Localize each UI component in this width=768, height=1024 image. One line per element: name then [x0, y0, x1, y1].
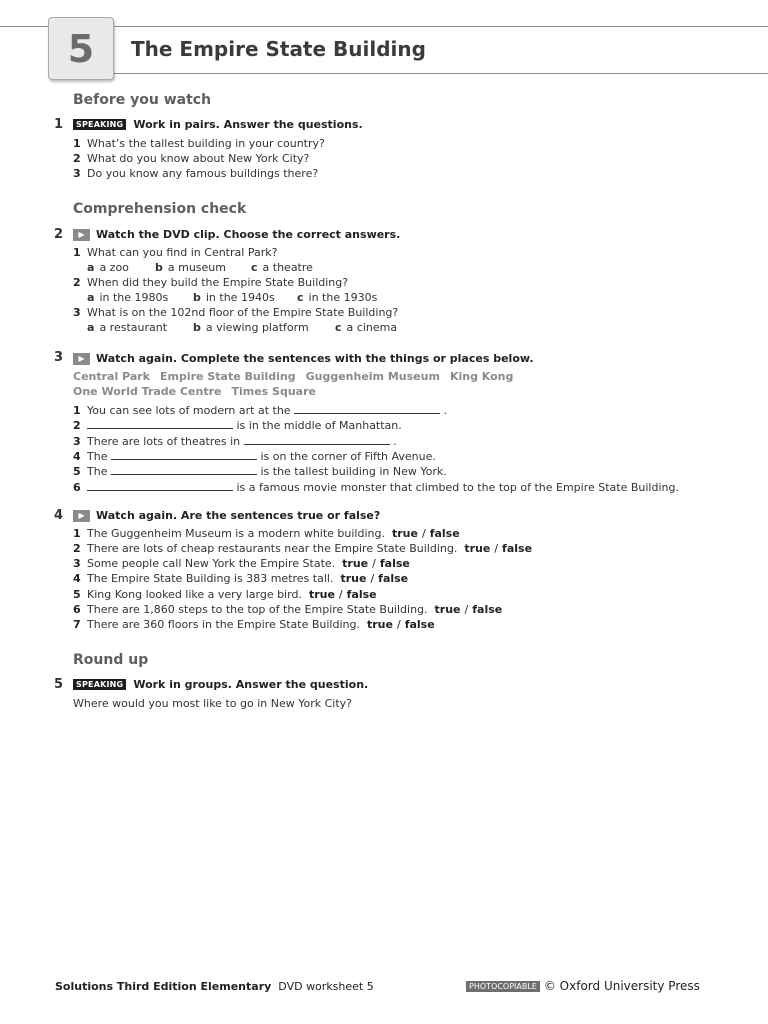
unit-number: 5	[67, 26, 95, 71]
page-title: The Empire State Building	[131, 37, 426, 61]
separator: /	[464, 603, 469, 616]
section-round-up: Round up	[73, 652, 149, 668]
sentence-end: .	[393, 435, 397, 448]
speaking-badge: SPEAKING	[73, 679, 126, 690]
sentence-end: .	[443, 404, 448, 417]
item-number: 1	[73, 246, 81, 259]
exercise-4-number: 4	[54, 508, 64, 523]
separator: /	[372, 557, 376, 570]
item-number: 2	[73, 419, 81, 432]
exercise-2-instruction	[73, 228, 400, 241]
section-before-you-watch: Before you watch	[73, 92, 212, 108]
word-option: Central Park	[73, 370, 150, 383]
separator: /	[494, 542, 499, 555]
answer-options	[73, 321, 397, 334]
gap-fill-item	[73, 434, 397, 448]
item-number: 6	[73, 481, 81, 494]
unit-number-box	[48, 17, 114, 80]
item-number: 4	[73, 450, 81, 463]
option-text: a restaurant	[99, 321, 168, 334]
separator: /	[396, 618, 401, 631]
question-text: What is on the 102nd floor of the Empire State Building?	[87, 306, 399, 319]
item-number: 3	[73, 435, 81, 448]
false-option[interactable]: false	[379, 557, 410, 570]
option-letter: b	[155, 261, 163, 274]
false-option[interactable]: false	[429, 527, 460, 540]
book-title: Solutions Third Edition Elementary	[55, 980, 272, 993]
statement-text: There are 360 floors in the Empire State Building.	[87, 618, 360, 631]
exercise-1-instruction	[73, 118, 363, 131]
true-false-choice	[464, 542, 532, 555]
item-number: 3	[73, 306, 81, 319]
item-number: 6	[73, 603, 81, 616]
true-false-item	[73, 527, 460, 540]
answer-option[interactable]	[73, 261, 141, 274]
instruction-text: Watch the DVD clip. Choose the correct answers.	[96, 228, 401, 241]
statement-text: The Empire State Building is 383 metres tall.	[87, 572, 334, 585]
answer-blank[interactable]	[87, 480, 233, 491]
statement-text: There are lots of cheap restaurants near the Empire State Building.	[87, 542, 458, 555]
exercise-4-instruction	[73, 509, 380, 522]
sentence-start: There are lots of theatres in	[87, 435, 241, 448]
item-number: 7	[73, 618, 81, 631]
exercise-5-question: Where would you most like to go in New York City?	[73, 697, 352, 710]
exercise-3-number: 3	[54, 350, 64, 365]
true-false-item	[73, 603, 502, 616]
option-text: a viewing platform	[205, 321, 309, 334]
item-number: 3	[73, 167, 81, 180]
word-option: King Kong	[449, 370, 514, 383]
option-text: in the 1980s	[99, 291, 169, 304]
answer-blank[interactable]	[294, 403, 440, 414]
exercise-1-number: 1	[54, 117, 64, 132]
section-comprehension-check: Comprehension check	[73, 201, 247, 217]
exercise-3-instruction	[73, 352, 534, 365]
photocopiable-badge: PHOTOCOPIABLE	[466, 981, 540, 992]
true-option[interactable]: true	[464, 542, 491, 555]
exercise-2-number: 2	[54, 227, 64, 242]
answer-blank[interactable]	[87, 418, 233, 429]
play-icon: ▶	[73, 353, 90, 365]
answer-option[interactable]	[141, 261, 237, 274]
statement-text: Some people call New York the Empire State.	[87, 557, 336, 570]
speaking-badge: SPEAKING	[73, 119, 126, 130]
word-box-row-2	[73, 385, 326, 398]
true-option[interactable]: true	[342, 557, 369, 570]
question-item	[73, 276, 348, 289]
question-item	[73, 246, 277, 259]
separator: /	[338, 588, 343, 601]
answer-option[interactable]	[73, 321, 179, 334]
option-letter: a	[87, 261, 95, 274]
answer-option[interactable]	[283, 291, 377, 304]
footer-copyright	[466, 979, 700, 993]
item-text: What’s the tallest building in your country?	[87, 137, 325, 150]
footer-book-info	[55, 980, 374, 993]
gap-fill-item	[73, 418, 402, 432]
word-box-row-1	[73, 370, 523, 383]
true-false-choice	[342, 557, 410, 570]
option-letter: c	[251, 261, 258, 274]
item-number: 1	[73, 527, 81, 540]
play-icon: ▶	[73, 229, 90, 241]
statement-text: The Guggenheim Museum is a modern white building.	[87, 527, 385, 540]
item-number: 4	[73, 572, 81, 585]
statement-text: King Kong looked like a very large bird.	[87, 588, 302, 601]
option-letter: a	[87, 321, 95, 334]
exercise-5-number: 5	[54, 677, 64, 692]
answer-option[interactable]	[179, 291, 283, 304]
gap-fill-item	[73, 403, 447, 417]
instruction-text: Work in pairs. Answer the questions.	[133, 118, 363, 131]
word-option: Empire State Building	[160, 370, 296, 383]
true-option[interactable]: true	[434, 603, 461, 616]
answer-options	[73, 291, 377, 304]
gap-fill-item	[73, 480, 679, 494]
copyright-text: © Oxford University Press	[543, 979, 700, 993]
word-option: Times Square	[231, 385, 316, 398]
option-text: a theatre	[262, 261, 313, 274]
item-number: 5	[73, 465, 81, 478]
option-text: a zoo	[99, 261, 129, 274]
option-letter: a	[87, 291, 95, 304]
item-number: 3	[73, 557, 81, 570]
instruction-text: Watch again. Are the sentences true or false?	[96, 509, 381, 522]
true-false-item	[73, 542, 532, 555]
option-letter: c	[335, 321, 342, 334]
question-text: When did they build the Empire State Building?	[87, 276, 349, 289]
option-letter: c	[297, 291, 304, 304]
true-option[interactable]: true	[366, 618, 393, 631]
true-option[interactable]: true	[340, 572, 367, 585]
word-option: Guggenheim Museum	[305, 370, 440, 383]
option-text: in the 1940s	[205, 291, 275, 304]
separator: /	[421, 527, 426, 540]
answer-blank[interactable]	[111, 449, 257, 460]
answer-option[interactable]	[321, 321, 397, 334]
true-option[interactable]: true	[308, 588, 335, 601]
true-false-item	[73, 557, 410, 570]
false-option[interactable]: false	[346, 588, 377, 601]
item-text: Do you know any famous buildings there?	[87, 167, 319, 180]
instruction-text: Watch again. Complete the sentences with the things or places below.	[96, 352, 534, 365]
answer-blank[interactable]	[244, 434, 390, 445]
answer-blank[interactable]	[111, 464, 257, 475]
true-option[interactable]: true	[391, 527, 418, 540]
header-rule-bottom	[114, 73, 768, 74]
item-text: What do you know about New York City?	[87, 152, 310, 165]
question-item	[73, 306, 398, 319]
true-false-choice	[392, 527, 460, 540]
item-number: 2	[73, 276, 81, 289]
true-false-choice	[435, 603, 503, 616]
worksheet-label: DVD worksheet 5	[278, 980, 374, 993]
true-false-item	[73, 588, 377, 601]
separator: /	[370, 572, 375, 585]
list-item	[73, 137, 325, 150]
word-option: One World Trade Centre	[73, 385, 222, 398]
question-text: What can you find in Central Park?	[87, 246, 278, 259]
option-text: a museum	[167, 261, 226, 274]
answer-options	[73, 261, 313, 274]
sentence-end: is on the corner of Fifth Avenue.	[260, 450, 436, 463]
true-false-choice	[367, 618, 435, 631]
gap-fill-item	[73, 464, 447, 478]
item-number: 1	[73, 137, 81, 150]
item-number: 2	[73, 542, 81, 555]
list-item	[73, 152, 309, 165]
option-text: in the 1930s	[308, 291, 378, 304]
header-rule-top	[0, 26, 768, 27]
true-false-item	[73, 572, 408, 585]
sentence-end: is the tallest building in New York.	[260, 465, 447, 478]
true-false-choice	[340, 572, 408, 585]
item-number: 1	[73, 404, 81, 417]
false-option[interactable]: false	[404, 618, 435, 631]
sentence-end: is a famous movie monster that climbed to the top of the Empire State Building.	[236, 481, 679, 494]
statement-text: There are 1,860 steps to the top of the Empire State Building.	[87, 603, 428, 616]
option-letter: b	[193, 291, 201, 304]
play-icon: ▶	[73, 510, 90, 522]
answer-option[interactable]	[179, 321, 321, 334]
sentence-start: You can see lots of modern art at the	[87, 404, 291, 417]
sentence-start: The	[87, 450, 108, 463]
true-false-item	[73, 618, 435, 631]
false-option[interactable]: false	[472, 603, 503, 616]
option-text: a cinema	[346, 321, 398, 334]
answer-option[interactable]	[237, 261, 313, 274]
false-option[interactable]: false	[378, 572, 409, 585]
false-option[interactable]: false	[502, 542, 533, 555]
list-item	[73, 167, 318, 180]
item-number: 2	[73, 152, 81, 165]
gap-fill-item	[73, 449, 436, 463]
answer-option[interactable]	[73, 291, 179, 304]
instruction-text: Work in groups. Answer the question.	[133, 678, 369, 691]
option-letter: b	[193, 321, 201, 334]
item-number: 5	[73, 588, 81, 601]
true-false-choice	[309, 588, 377, 601]
sentence-start: The	[87, 465, 108, 478]
exercise-5-instruction	[73, 678, 368, 691]
sentence-end: is in the middle of Manhattan.	[236, 419, 402, 432]
